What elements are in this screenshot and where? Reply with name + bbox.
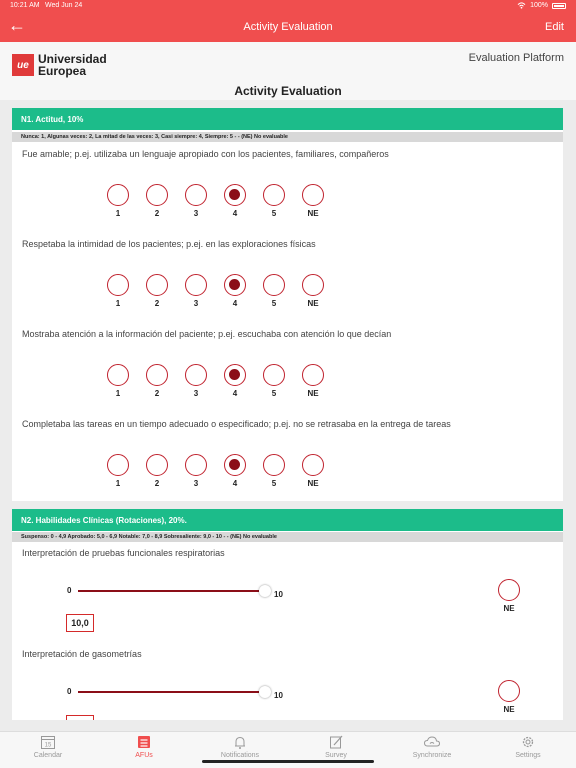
rating-label: 2 xyxy=(154,479,160,488)
rating-label: 4 xyxy=(232,389,238,398)
rating-label: 3 xyxy=(193,209,199,218)
logo-line2: Europea xyxy=(38,64,87,78)
gear-icon xyxy=(520,734,536,750)
rating-label: 2 xyxy=(154,209,160,218)
radio-circle[interactable] xyxy=(224,364,246,386)
rating-option[interactable] xyxy=(301,184,325,218)
rating-label: 1 xyxy=(115,209,121,218)
logo-line1: Universidad xyxy=(38,52,107,66)
status-right xyxy=(517,2,566,9)
battery-percent: 100% xyxy=(530,2,548,9)
rating-label: NE xyxy=(307,389,319,398)
tab-settings[interactable] xyxy=(480,734,576,759)
radio-circle[interactable] xyxy=(302,184,324,206)
rating-option[interactable] xyxy=(262,454,286,488)
scale-legend-n2: Suspenso: 0 - 4,9 Aprobado: 5,0 - 6,9 Notable: 7,0 - 8,9 Sobresaliente: 9,0 - 10 - - (NE) No evaluable xyxy=(12,532,563,542)
wifi-icon xyxy=(517,2,526,9)
rating-label: 1 xyxy=(115,299,121,308)
slider-max-label: 10 xyxy=(274,691,283,700)
tab-survey[interactable] xyxy=(288,734,384,759)
slider-question-text: Interpretación de gasometrías xyxy=(22,649,142,659)
rating-label: 4 xyxy=(232,209,238,218)
rating-label: 3 xyxy=(193,299,199,308)
rating-label: 5 xyxy=(271,479,277,488)
radio-circle[interactable] xyxy=(146,454,168,476)
rating-option[interactable] xyxy=(184,454,208,488)
radio-circle[interactable] xyxy=(107,184,129,206)
rating-option[interactable] xyxy=(301,454,325,488)
radio-circle[interactable] xyxy=(185,184,207,206)
rating-label: 2 xyxy=(154,299,160,308)
battery-icon xyxy=(552,3,566,9)
rating-option[interactable] xyxy=(184,364,208,398)
radio-circle[interactable] xyxy=(302,274,324,296)
rating-label: 5 xyxy=(271,209,277,218)
radio-circle[interactable] xyxy=(224,274,246,296)
ne-option[interactable] xyxy=(497,680,521,714)
rating-label: 1 xyxy=(115,389,121,398)
status-time: 10:21 AM xyxy=(10,2,40,9)
radio-circle[interactable] xyxy=(224,184,246,206)
status-bar xyxy=(0,0,576,12)
radio-circle[interactable] xyxy=(263,274,285,296)
radio-circle[interactable] xyxy=(498,579,520,601)
radio-circle[interactable] xyxy=(302,454,324,476)
rating-label: 3 xyxy=(193,479,199,488)
tab-calendar[interactable] xyxy=(0,734,96,759)
section-header-n1: N1. Actitud, 10% xyxy=(12,108,563,130)
nav-title: Activity Evaluation xyxy=(243,21,333,33)
rating-option[interactable] xyxy=(262,184,286,218)
rating-option[interactable] xyxy=(106,274,130,308)
platform-name: Evaluation Platform xyxy=(468,52,564,64)
back-arrow-icon[interactable]: ← xyxy=(8,15,26,35)
logo-mark: ue xyxy=(12,54,34,76)
question-text: Completaba las tareas en un tiempo adecuado o especificado; p.ej. no se retrasaba en la entrega de tareas xyxy=(22,419,451,429)
section-divider xyxy=(12,501,563,509)
rating-option[interactable] xyxy=(223,364,247,398)
calendar-icon xyxy=(40,734,56,750)
ne-label: NE xyxy=(503,604,515,613)
rating-label: 2 xyxy=(154,389,160,398)
status-date: Wed Jun 24 xyxy=(45,2,83,9)
evaluation-form xyxy=(12,108,563,720)
rating-option[interactable] xyxy=(145,454,169,488)
rating-label: 4 xyxy=(232,479,238,488)
radio-circle[interactable] xyxy=(146,184,168,206)
svg-text:15: 15 xyxy=(44,742,52,749)
slider-value-field[interactable]: 10,0 xyxy=(66,614,94,632)
university-logo xyxy=(12,53,107,77)
slider-track[interactable] xyxy=(78,590,265,592)
slider-value-field[interactable] xyxy=(66,715,94,720)
radio-circle[interactable] xyxy=(107,274,129,296)
radio-circle[interactable] xyxy=(146,364,168,386)
radio-circle[interactable] xyxy=(107,364,129,386)
tab-label: Survey xyxy=(325,752,347,759)
list-icon xyxy=(136,734,152,750)
rating-option[interactable] xyxy=(106,364,130,398)
question-text: Fue amable; p.ej. utilizaba un lenguaje apropiado con los pacientes, familiares, compañeros xyxy=(22,149,389,159)
tab-label: Settings xyxy=(515,752,541,759)
rating-option[interactable] xyxy=(184,184,208,218)
rating-option[interactable] xyxy=(301,364,325,398)
bell-icon xyxy=(232,734,248,750)
radio-circle[interactable] xyxy=(224,454,246,476)
rating-option[interactable] xyxy=(145,184,169,218)
rating-option[interactable] xyxy=(223,274,247,308)
page-title: Activity Evaluation xyxy=(234,84,342,98)
radio-circle[interactable] xyxy=(185,364,207,386)
survey-icon xyxy=(328,734,344,750)
nav-bar xyxy=(0,12,576,42)
rating-option[interactable] xyxy=(223,454,247,488)
home-indicator[interactable] xyxy=(202,760,374,763)
slider-min-label: 0 xyxy=(67,586,72,595)
question-text: Mostraba atención a la información del paciente; p.ej. escuchaba con atención lo que decían xyxy=(22,329,392,339)
rating-option[interactable] xyxy=(262,364,286,398)
tab-afus[interactable] xyxy=(96,734,192,759)
tab-synchronize[interactable] xyxy=(384,734,480,759)
rating-option[interactable] xyxy=(145,364,169,398)
logo-text xyxy=(38,53,107,77)
question-text: Respetaba la intimidad de los pacientes; p.ej. en las exploraciones físicas xyxy=(22,239,316,249)
rating-option[interactable] xyxy=(106,184,130,218)
radio-circle[interactable] xyxy=(498,680,520,702)
radio-circle[interactable] xyxy=(302,364,324,386)
ne-option[interactable] xyxy=(497,579,521,613)
slider-track[interactable] xyxy=(78,691,265,693)
radio-circle[interactable] xyxy=(263,454,285,476)
radio-circle[interactable] xyxy=(263,364,285,386)
rating-option[interactable] xyxy=(145,274,169,308)
tab-label: Synchronize xyxy=(412,752,452,759)
rating-label: 4 xyxy=(232,299,238,308)
section-header-n2: N2. Habilidades Clínicas (Rotaciones), 20%. xyxy=(12,509,563,531)
slider-max-label: 10 xyxy=(274,590,283,599)
rating-label: NE xyxy=(307,299,319,308)
cloud-sync-icon xyxy=(423,734,441,750)
slider-question-text: Interpretación de pruebas funcionales respiratorias xyxy=(22,548,225,558)
slider-min-label: 0 xyxy=(67,687,72,696)
radio-circle[interactable] xyxy=(107,454,129,476)
tab-label: Calendar xyxy=(33,752,63,759)
slider-thumb[interactable] xyxy=(259,686,271,698)
edit-button[interactable]: Edit xyxy=(545,21,564,33)
rating-label: NE xyxy=(307,209,319,218)
rating-option[interactable] xyxy=(106,454,130,488)
rating-option[interactable] xyxy=(223,184,247,218)
rating-label: 5 xyxy=(271,389,277,398)
tab-label: Notifications xyxy=(220,752,260,759)
radio-circle[interactable] xyxy=(185,274,207,296)
rating-label: 1 xyxy=(115,479,121,488)
tab-label: AFUs xyxy=(135,752,153,759)
ne-label: NE xyxy=(503,705,515,714)
slider-thumb[interactable] xyxy=(259,585,271,597)
rating-label: 5 xyxy=(271,299,277,308)
rating-label: NE xyxy=(307,479,319,488)
scale-legend-n1: Nunca: 1, Algunas veces: 2, La mitad de las veces: 3, Casi siempre: 4, Siempre: 5 - - (NE) No evaluable xyxy=(12,132,563,142)
rating-option[interactable] xyxy=(184,274,208,308)
rating-option[interactable] xyxy=(262,274,286,308)
radio-circle[interactable] xyxy=(263,184,285,206)
radio-circle[interactable] xyxy=(185,454,207,476)
radio-circle[interactable] xyxy=(146,274,168,296)
rating-option[interactable] xyxy=(301,274,325,308)
rating-label: 3 xyxy=(193,389,199,398)
tab-notifications[interactable] xyxy=(192,734,288,759)
